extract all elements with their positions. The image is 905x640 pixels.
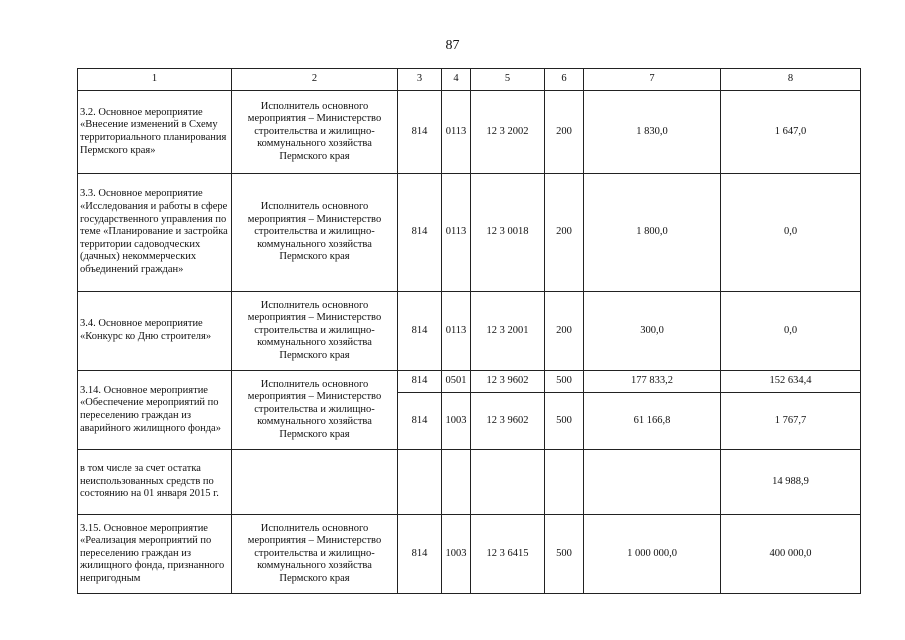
cell-grbs: 814 bbox=[398, 515, 442, 594]
cell-rzpr: 0501 bbox=[442, 371, 471, 393]
table-row bbox=[78, 174, 861, 292]
activity-name: 3.2. Основное мероприятие «Внесение изменений в Схему территориального планирования Пермского края» bbox=[78, 91, 232, 174]
cell-grbs: 814 bbox=[398, 91, 442, 174]
cell-fact: 0,0 bbox=[721, 174, 861, 292]
cell-rzpr: 0113 bbox=[442, 292, 471, 371]
cell-grbs: 814 bbox=[398, 371, 442, 393]
executor-cell: Исполнитель основного мероприятия – Министерство строительства и жилищно-коммунального хозяйства Пермского края bbox=[232, 91, 398, 174]
cell-kvr bbox=[545, 450, 584, 515]
activity-name: 3.15. Основное мероприятие «Реализация мероприятий по переселению граждан из жилищного фонда, признанного непригодным bbox=[78, 515, 232, 594]
cell-rzpr: 1003 bbox=[442, 515, 471, 594]
cell-plan: 1 000 000,0 bbox=[584, 515, 721, 594]
executor-cell: Исполнитель основного мероприятия – Министерство строительства и жилищно-коммунального хозяйства Пермского края bbox=[232, 292, 398, 371]
budget-table bbox=[77, 68, 861, 594]
table-row bbox=[78, 292, 861, 371]
cell-fact: 152 634,4 bbox=[721, 371, 861, 393]
cell-kvr: 200 bbox=[545, 292, 584, 371]
cell-grbs: 814 bbox=[398, 174, 442, 292]
header-cell: 7 bbox=[584, 69, 721, 91]
cell-csr: 12 3 0018 bbox=[471, 174, 545, 292]
cell-rzpr: 1003 bbox=[442, 393, 471, 450]
cell-csr: 12 3 9602 bbox=[471, 371, 545, 393]
cell-kvr: 500 bbox=[545, 371, 584, 393]
activity-name: в том числе за счет остатка неиспользованных средств по состоянию на 01 января 2015 г. bbox=[78, 450, 232, 515]
header-cell: 6 bbox=[545, 69, 584, 91]
cell-rzpr: 0113 bbox=[442, 174, 471, 292]
header-cell: 3 bbox=[398, 69, 442, 91]
header-row bbox=[78, 69, 861, 91]
cell-plan: 300,0 bbox=[584, 292, 721, 371]
cell-fact: 1 767,7 bbox=[721, 393, 861, 450]
executor-cell: Исполнитель основного мероприятия – Министерство строительства и жилищно-коммунального хозяйства Пермского края bbox=[232, 371, 398, 450]
cell-grbs: 814 bbox=[398, 292, 442, 371]
header-cell: 2 bbox=[232, 69, 398, 91]
cell-fact: 14 988,9 bbox=[721, 450, 861, 515]
cell-grbs bbox=[398, 450, 442, 515]
table-row bbox=[78, 371, 861, 393]
cell-kvr: 200 bbox=[545, 174, 584, 292]
header-cell: 1 bbox=[78, 69, 232, 91]
executor-cell: Исполнитель основного мероприятия – Министерство строительства и жилищно-коммунального хозяйства Пермского края bbox=[232, 515, 398, 594]
cell-rzpr bbox=[442, 450, 471, 515]
cell-kvr: 200 bbox=[545, 91, 584, 174]
page-number: 87 bbox=[445, 38, 460, 53]
cell-plan: 1 800,0 bbox=[584, 174, 721, 292]
table-row bbox=[78, 450, 861, 515]
table-row bbox=[78, 515, 861, 594]
cell-rzpr: 0113 bbox=[442, 91, 471, 174]
cell-csr: 12 3 2001 bbox=[471, 292, 545, 371]
cell-csr: 12 3 9602 bbox=[471, 393, 545, 450]
cell-grbs: 814 bbox=[398, 393, 442, 450]
cell-kvr: 500 bbox=[545, 515, 584, 594]
activity-name: 3.3. Основное мероприятие «Исследования и работы в сфере государственного управления по теме «Планирование и застройка территории садоводческих (дачных) некоммерческих объединений граждан» bbox=[78, 174, 232, 292]
header-cell: 8 bbox=[721, 69, 861, 91]
cell-csr: 12 3 6415 bbox=[471, 515, 545, 594]
header-cell: 5 bbox=[471, 69, 545, 91]
cell-kvr: 500 bbox=[545, 393, 584, 450]
activity-name: 3.4. Основное мероприятие «Конкурс ко Дню строителя» bbox=[78, 292, 232, 371]
table-row bbox=[78, 91, 861, 174]
cell-plan: 177 833,2 bbox=[584, 371, 721, 393]
cell-plan bbox=[584, 450, 721, 515]
executor-cell bbox=[232, 450, 398, 515]
cell-fact: 1 647,0 bbox=[721, 91, 861, 174]
executor-cell: Исполнитель основного мероприятия – Министерство строительства и жилищно-коммунального хозяйства Пермского края bbox=[232, 174, 398, 292]
cell-plan: 61 166,8 bbox=[584, 393, 721, 450]
cell-fact: 0,0 bbox=[721, 292, 861, 371]
header-cell: 4 bbox=[442, 69, 471, 91]
cell-csr bbox=[471, 450, 545, 515]
cell-csr: 12 3 2002 bbox=[471, 91, 545, 174]
activity-name: 3.14. Основное мероприятие «Обеспечение мероприятий по переселению граждан из аварийного жилищного фонда» bbox=[78, 371, 232, 450]
cell-plan: 1 830,0 bbox=[584, 91, 721, 174]
cell-fact: 400 000,0 bbox=[721, 515, 861, 594]
